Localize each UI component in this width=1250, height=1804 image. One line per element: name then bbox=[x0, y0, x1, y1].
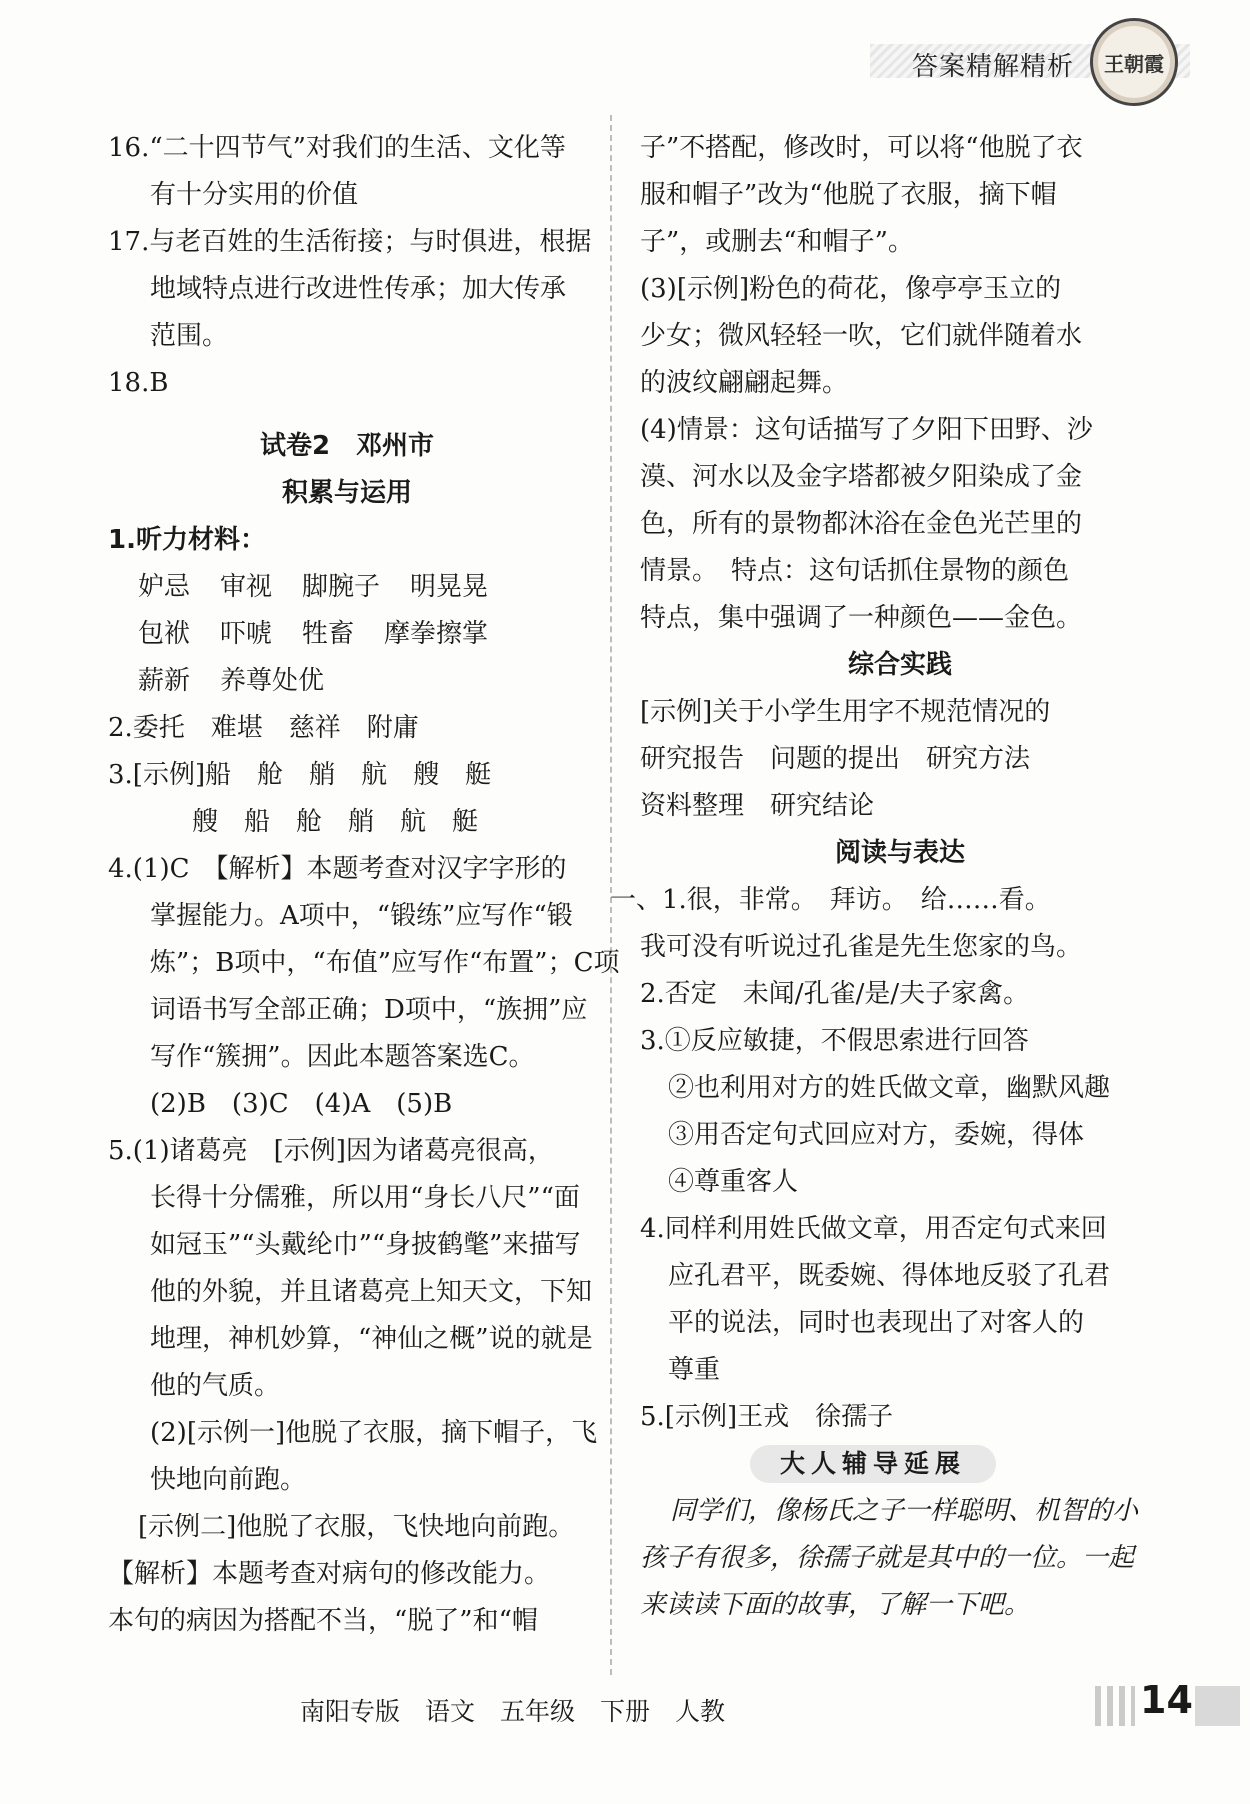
page-number: 14 bbox=[1140, 1678, 1193, 1722]
right-column bbox=[610, 125, 1160, 1629]
r-line14: 资料整理 研究结论 bbox=[640, 791, 875, 821]
word: 包袱 bbox=[138, 619, 191, 649]
q5-line8: 快地向前跑。 bbox=[150, 1465, 307, 1495]
q4-line1: 4.(1)C 【解析】本题考查对汉字字形的 bbox=[108, 854, 567, 884]
q5-line2: 长得十分儒雅，所以用“身长八尺”“面 bbox=[150, 1183, 580, 1213]
r-line29: 来读读下面的故事，了解一下吧。 bbox=[640, 1590, 1031, 1620]
word: 审视 bbox=[220, 572, 273, 602]
q3-line2: 艘 船 舱 艄 航 艇 bbox=[192, 807, 479, 837]
logo-text: 王朝霞 bbox=[1104, 51, 1164, 76]
footer-edition: 南阳专版 语文 五年级 下册 人教 bbox=[300, 1697, 726, 1726]
r-line4: (3)[示例]粉色的荷花，像亭亭玉立的 bbox=[640, 274, 1062, 304]
page-band bbox=[1195, 1686, 1240, 1726]
section-practice: 综合实践 bbox=[847, 650, 952, 680]
word: 吓唬 bbox=[220, 619, 273, 649]
q5-line10: 【解析】本题考查对病句的修改能力。 bbox=[108, 1559, 551, 1589]
word-row-1 bbox=[108, 564, 586, 611]
r-line16: 我可没有听说过孔雀是先生您家的鸟。 bbox=[640, 932, 1083, 962]
q3-line1: 3.[示例]船 舱 艄 航 艘 艇 bbox=[108, 760, 492, 790]
r-line7: (4)情景：这句话描写了夕阳下田野、沙 bbox=[640, 415, 1093, 445]
section-reading: 阅读与表达 bbox=[834, 838, 965, 868]
q4-line5: 写作“簇拥”。因此本题答案选C。 bbox=[150, 1042, 535, 1072]
r-line25: 尊重 bbox=[668, 1355, 721, 1385]
r-line9: 色，所有的景物都沐浴在金色光芒里的 bbox=[640, 509, 1083, 539]
r-line20: ③用否定句式回应对方，委婉，得体 bbox=[668, 1120, 1085, 1150]
q4-line3: 炼”；B项中，“布值”应写作“布置”；C项 bbox=[150, 948, 620, 978]
q5-line7: (2)[示例一]他脱了衣服，摘下帽子，飞 bbox=[150, 1418, 598, 1448]
exam-title: 试卷2 邓州市 bbox=[259, 431, 435, 461]
section-accumulation: 积累与运用 bbox=[281, 478, 412, 508]
q4-line2: 掌握能力。A项中，“锻练”应写作“锻 bbox=[150, 901, 573, 931]
q17-line3: 范围。 bbox=[150, 321, 229, 351]
r-line3: 子”，或删去“和帽子”。 bbox=[640, 227, 914, 257]
r-line26: 5.[示例]王戎 徐孺子 bbox=[640, 1402, 894, 1432]
q16-line2: 有十分实用的价值 bbox=[150, 180, 359, 210]
extension-tag-row bbox=[640, 1441, 1160, 1488]
r-line1: 子”不搭配，修改时，可以将“他脱了衣 bbox=[640, 133, 1083, 163]
q17-line1: 17.与老百姓的生活衔接；与时俱进，根据 bbox=[108, 227, 592, 257]
footer-decoration bbox=[1095, 1686, 1135, 1726]
extension-tag: 大人辅导延展 bbox=[750, 1445, 996, 1483]
header-title: 答案精解精析 bbox=[912, 52, 1075, 82]
r-line19: ②也利用对方的姓氏做文章，幽默风趣 bbox=[668, 1073, 1111, 1103]
q5-line11: 本句的病因为搭配不当，“脱了”和“帽 bbox=[108, 1606, 538, 1636]
r-line15: 一、1.很，非常。 拜访。 给……看。 bbox=[610, 885, 1051, 915]
q17-line2: 地域特点进行改进性传承；加大传承 bbox=[150, 274, 567, 304]
q5-line3: 如冠玉”“头戴纶巾”“身披鹤氅”来描写 bbox=[150, 1230, 581, 1260]
word: 牲畜 bbox=[302, 619, 355, 649]
q2: 2.委托 难堪 慈祥 附庸 bbox=[108, 713, 419, 743]
r-line13: 研究报告 问题的提出 研究方法 bbox=[640, 744, 1031, 774]
word: 薪新 bbox=[138, 666, 191, 696]
q4-line6: (2)B (3)C (4)A (5)B bbox=[150, 1089, 453, 1119]
r-line12: [示例]关于小学生用字不规范情况的 bbox=[640, 697, 1051, 727]
r-line6: 的波纹翩翩起舞。 bbox=[640, 368, 849, 398]
q5-line1: 5.(1)诸葛亮 [示例]因为诸葛亮很高， bbox=[108, 1136, 554, 1166]
r-line2: 服和帽子”改为“他脱了衣服，摘下帽 bbox=[640, 180, 1057, 210]
q18: 18.B bbox=[108, 368, 169, 398]
q5-line4: 他的外貌，并且诸葛亮上知天文，下知 bbox=[150, 1277, 593, 1307]
r-line22: 4.同样利用姓氏做文章，用否定句式来回 bbox=[640, 1214, 1107, 1244]
r-line11: 特点，集中强调了一种颜色——金色。 bbox=[640, 603, 1083, 633]
r-line18: 3.①反应敏捷，不假思索进行回答 bbox=[640, 1026, 1029, 1056]
publisher-logo bbox=[1090, 18, 1178, 106]
r-line27: 同学们，像杨氏之子一样聪明、机智的小 bbox=[670, 1496, 1139, 1526]
word-row-3 bbox=[108, 658, 586, 705]
q5-line9: [示例二]他脱了衣服，飞快地向前跑。 bbox=[138, 1512, 575, 1542]
r-line17: 2.否定 未闻/孔雀/是/夫子家禽。 bbox=[640, 979, 1030, 1009]
word: 养尊处优 bbox=[220, 666, 325, 696]
q5-line5: 地理，神机妙算，“神仙之概”说的就是 bbox=[150, 1324, 593, 1354]
word-row-2 bbox=[108, 611, 586, 658]
q4-line4: 词语书写全部正确；D项中，“族拥”应 bbox=[150, 995, 588, 1025]
r-line10: 情景。 特点：这句话抓住景物的颜色 bbox=[640, 556, 1070, 586]
word: 摩拳擦掌 bbox=[384, 619, 489, 649]
left-column bbox=[108, 125, 620, 1645]
q1-heading: 1.听力材料： bbox=[108, 525, 266, 555]
q5-line6: 他的气质。 bbox=[150, 1371, 281, 1401]
r-line21: ④尊重客人 bbox=[668, 1167, 799, 1197]
r-line24: 平的说法，同时也表现出了对客人的 bbox=[668, 1308, 1085, 1338]
word: 脚腕子 bbox=[302, 572, 381, 602]
r-line5: 少女；微风轻轻一吹，它们就伴随着水 bbox=[640, 321, 1083, 351]
word: 明晃晃 bbox=[410, 572, 489, 602]
r-line28: 孩子有很多，徐孺子就是其中的一位。一起 bbox=[640, 1543, 1135, 1573]
r-line8: 漠、河水以及金字塔都被夕阳染成了金 bbox=[640, 462, 1083, 492]
q16-line1: 16.“二十四节气”对我们的生活、文化等 bbox=[108, 133, 566, 163]
word: 妒忌 bbox=[138, 572, 191, 602]
r-line23: 应孔君平，既委婉、得体地反驳了孔君 bbox=[668, 1261, 1111, 1291]
